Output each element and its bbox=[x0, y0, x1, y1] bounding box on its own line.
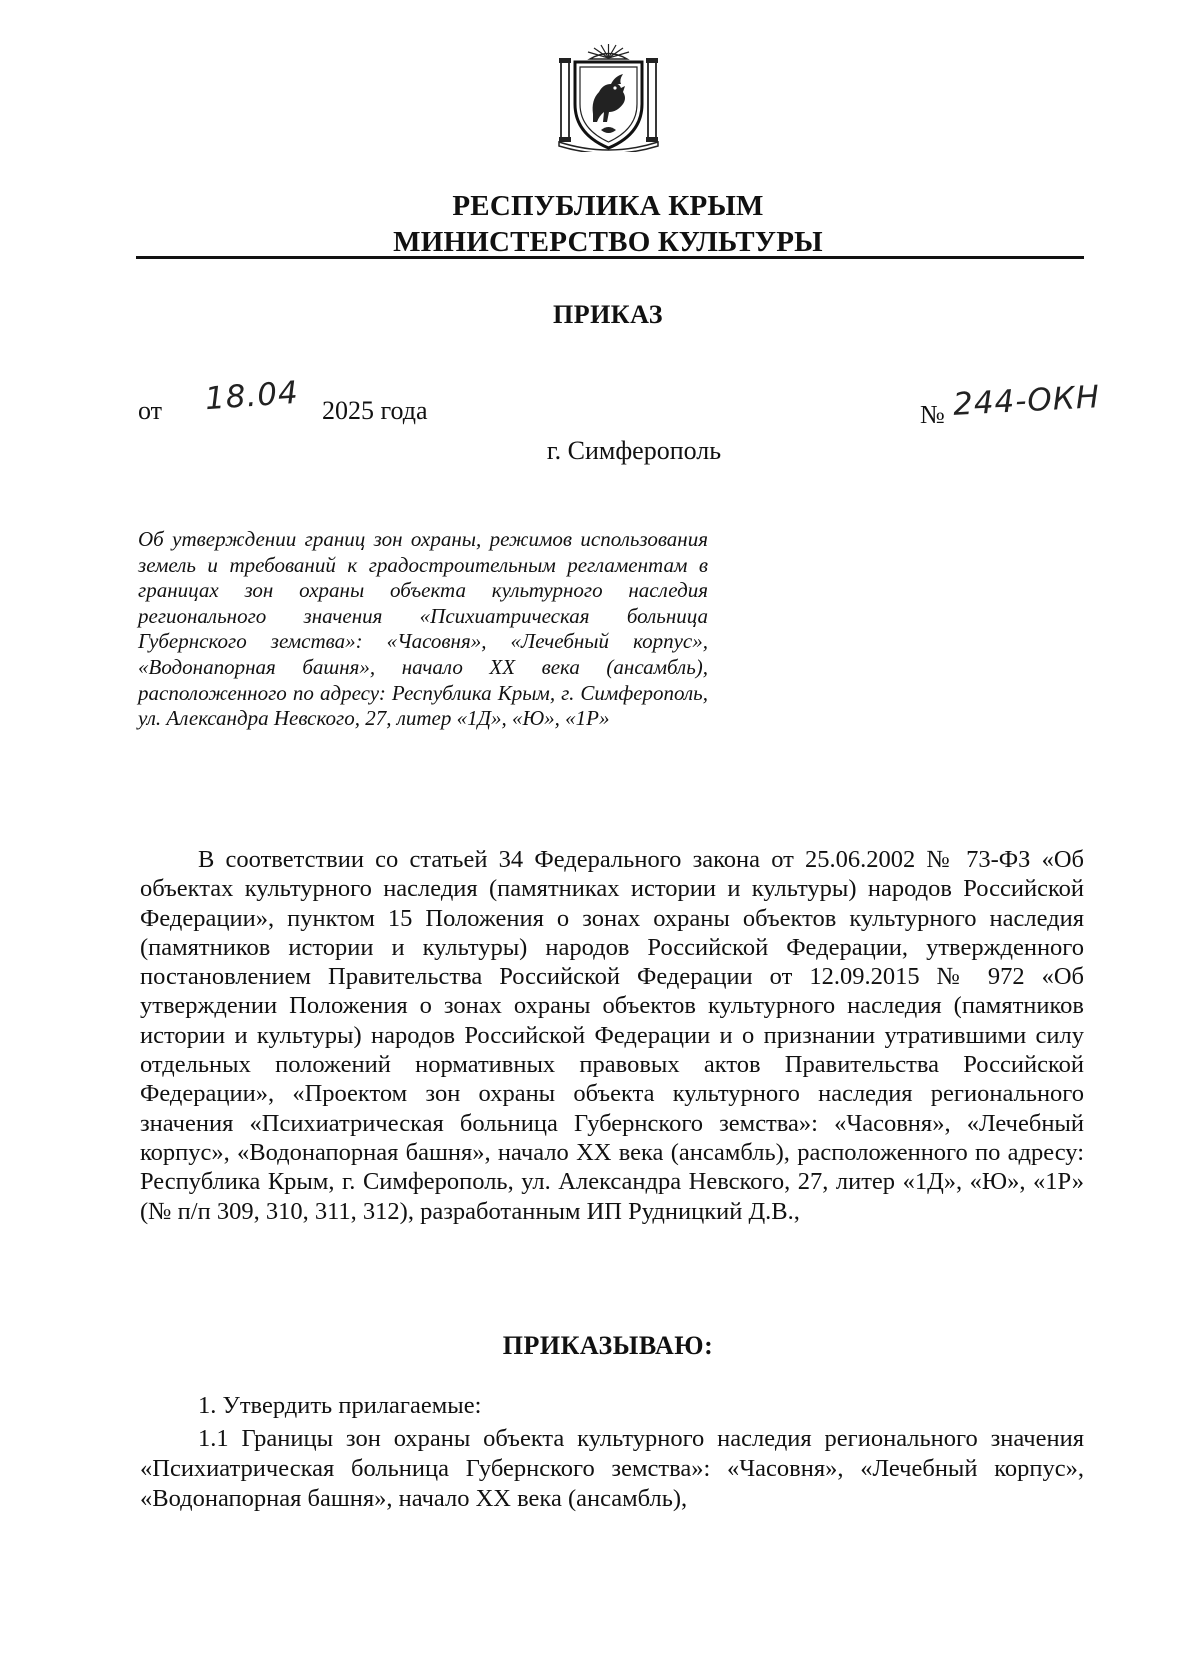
header-republic: РЕСПУБЛИКА КРЫМ bbox=[452, 190, 764, 222]
preamble-paragraph bbox=[140, 845, 1084, 1226]
document-type-title: ПРИКАЗ bbox=[552, 300, 664, 329]
date-from-label: от bbox=[138, 396, 163, 425]
document-header bbox=[130, 188, 1086, 260]
header-ministry: МИНИСТЕРСТВО КУЛЬТУРЫ bbox=[393, 226, 823, 258]
crimea-coat-of-arms-icon bbox=[557, 42, 660, 152]
preamble-text: В соответствии со статьей 34 Федерального закона от 25.06.2002 № 73-ФЗ «Об объектах культурного наследия (памятниках истории и культуры) народов Российской Федерации», пунктом 15 Положения о зонах охраны объектов культурного наследия (памятников истории и культуры) народов Российской Федерации, утвержденного постановлением Правительства Российской Федерации от 12.09.2015 № 972 «Об утверждении Положения о зонах охраны объектов культурного наследия (памятников истории и культуры) народов Российской Федерации и о признании утратившими силу отдельных положений нормативных правовых актов Правительства Российской Федерации», «Проектом зон охраны объекта культурного наследия регионального значения «Психиатрическая больница Губернского земства»: «Часовня», «Лечебный корпус», «Водонапорная башня», начало XX века (ансамбль), расположенного по адресу: Республика Крым, г. Симферополь, ул. Александра Невского, 27, литер «1Д», «Ю», «1Р» (№ п/п 309, 310, 311, 312), разработанным ИП Рудницкий Д.В., bbox=[140, 846, 1084, 1225]
order-item-1: 1. Утвердить прилагаемые: bbox=[198, 1392, 482, 1419]
order-subject: Об утверждении границ зон охраны, режимов использования земель и требований к градостроительным регламентам в границах зон охраны объекта культурного наследия регионального значения «Психиатрическая больница Губернского земства»: «Часовня», «Лечебный корпус», «Водонапорная башня», начало XX века (ансамбль), расположенного по адресу: Республика Крым, г. Симферополь, ул. Александра Невского, 27, литер «1Д», «Ю», «1Р» bbox=[138, 527, 708, 731]
number-label: № bbox=[920, 400, 945, 429]
order-item-1-1 bbox=[140, 1424, 1084, 1514]
date-year: 2025 года bbox=[322, 396, 428, 425]
number-handwritten: 244-ОКН bbox=[952, 379, 1101, 423]
order-item-1-1-text: 1.1 Границы зон охраны объекта культурного наследия регионального значения «Психиатрическая больница Губернского земства»: «Часовня», «Лечебный корпус», «Водонапорная башня», начало XX века (ансамбль), bbox=[140, 1425, 1084, 1512]
order-verb: ПРИКАЗЫВАЮ: bbox=[502, 1331, 714, 1360]
date-handwritten: 18.04 bbox=[203, 374, 300, 418]
city-line: г. Симферополь bbox=[546, 436, 722, 465]
header-divider bbox=[136, 256, 1084, 259]
